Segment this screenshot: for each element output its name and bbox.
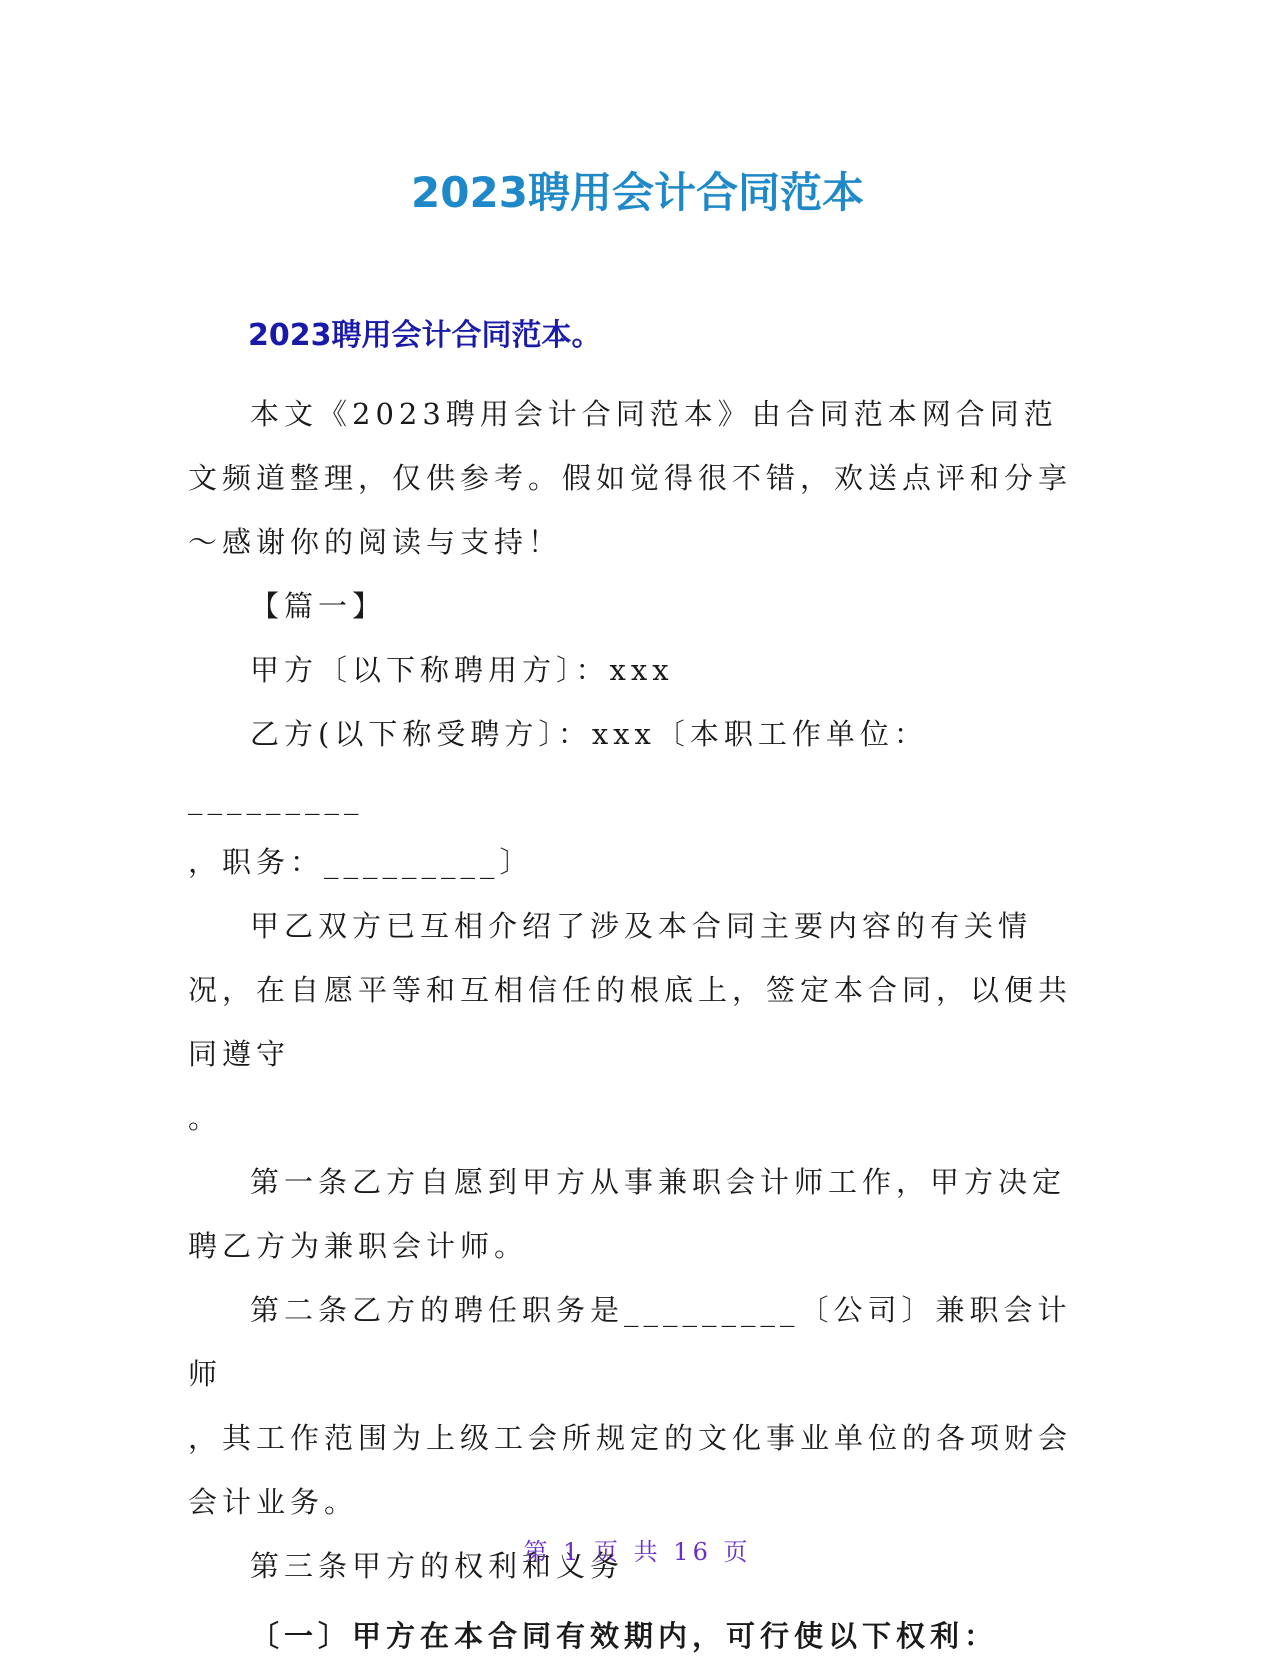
period-line: 。 — [188, 1101, 223, 1135]
article-one-paragraph: 第一条乙方自愿到甲方从事兼职会计师工作，甲方决定聘乙方为兼职会计师。 — [188, 1165, 1067, 1263]
section-heading: 【篇一】 — [250, 589, 387, 623]
mutual-agreement-paragraph: 甲乙双方已互相介绍了涉及本合同主要内容的有关情况，在自愿平等和互相信任的根底上，签定本合同，以便共同遵守 — [188, 909, 1073, 1071]
party-a-line: 甲方〔以下称聘用方〕：xxx — [250, 653, 674, 687]
document-subtitle: 2023聘用会计合同范本。 — [248, 318, 602, 353]
document-body — [188, 382, 1078, 1668]
article-two-scope: ，其工作范围为上级工会所规定的文化事业单位的各项财会会计业务。 — [188, 1421, 1073, 1519]
page-footer: 第 1 页 共 16 页 — [523, 1538, 752, 1566]
party-b-line: 乙方(以下称受聘方〕：xxx〔本职工作单位：_________ — [188, 717, 928, 815]
article-three-heading: 第三条甲方的权利和义务 — [250, 1549, 625, 1583]
article-two-line: 第二条乙方的聘任职务是_________〔公司〕兼职会计师 — [188, 1293, 1072, 1391]
clause-one-heading: 〔一〕甲方在本合同有效期内，可行使以下权利： — [250, 1619, 999, 1653]
party-b-position-line: ，职务：_________〕 — [188, 845, 534, 879]
intro-paragraph: 本文《2023聘用会计合同范本》由合同范本网合同范文频道整理，仅供参考。假如觉得很不错，欢送点评和分享～感谢你的阅读与支持！ — [188, 397, 1073, 559]
document-title: 2023聘用会计合同范本 — [411, 168, 864, 217]
